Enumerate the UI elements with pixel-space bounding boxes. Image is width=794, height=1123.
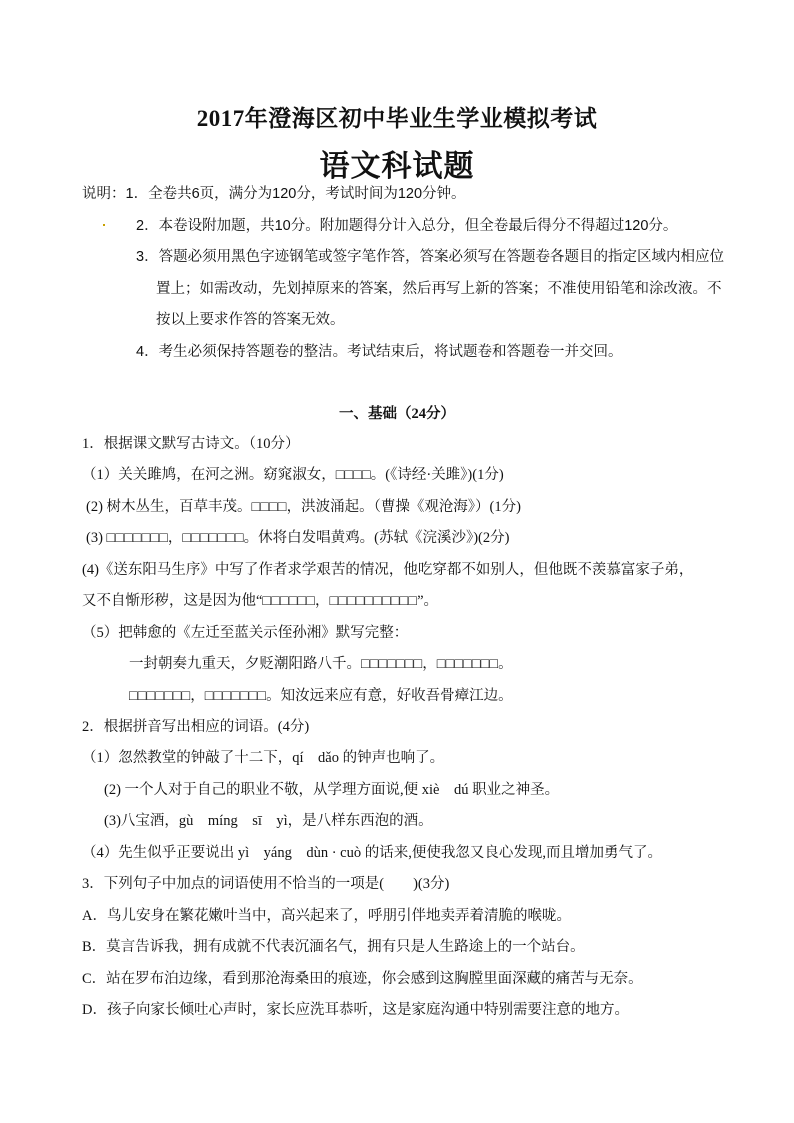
question-3-option-b: B．莫言告诉我，拥有成就不代表沉湎名气，拥有只是人生路途上的一个站台。 xyxy=(82,939,585,955)
question-1-stem: 1．根据课文默写古诗文。（10分） xyxy=(82,436,300,452)
instruction-item-3-line-1: 3．答题必须用黑色字迹钢笔或签字笔作答，答案必须写在答题卷各题目的指定区域内相应位 xyxy=(136,249,725,265)
question-1-part-5-line-1: 一封朝奏九重天，夕贬潮阳路八千。□□□□□□□，□□□□□□□。 xyxy=(129,656,513,672)
question-3-stem: 3．下列句子中加点的词语使用不恰当的一项是( )(3分) xyxy=(82,876,450,892)
exam-title: 2017年澄海区初中毕业生学业模拟考试 xyxy=(196,106,598,131)
question-2-part-1: （1）忽然教堂的钟敲了十二下，qí dǎo 的钟声也响了。 xyxy=(82,750,445,766)
question-3-option-d: D．孩子向家长倾吐心声时，家长应洗耳恭听，这是家庭沟通中特别需要注意的地方。 xyxy=(82,1002,629,1018)
question-1-part-1: （1）关关雎鸠，在河之洲。窈窕淑女，□□□□。(《诗经·关雎》)(1分) xyxy=(82,467,504,483)
question-2-part-2: (2) 一个人对于自己的职业不敬，从学理方面说,便 xiè dú 职业之神圣。 xyxy=(104,782,560,798)
instructions-line-1 xyxy=(82,184,466,204)
exam-subtitle: 语文科试题 xyxy=(319,150,475,183)
instructions-label: 说明： xyxy=(82,186,126,202)
question-1-part-5-line-2: □□□□□□□，□□□□□□□。知汝远来应有意，好收吾骨瘴江边。 xyxy=(129,688,513,704)
question-2-part-4: （4）先生似乎正要说出 yì yáng dùn · cuò 的话来,便使我忽又良心发现,而且增加勇气了。 xyxy=(82,845,662,861)
instruction-item-2: 2．本卷设附加题，共10分。附加题得分计入总分，但全卷最后得分不得超过120分。 xyxy=(136,218,678,234)
question-1-part-3: (3) □□□□□□□，□□□□□□□。休将白发唱黄鸡。(苏轼《浣溪沙》)(2分) xyxy=(86,530,510,546)
instruction-item-3-line-3: 按以上要求作答的答案无效。 xyxy=(156,312,345,328)
instruction-item-4: 4．考生必须保持答题卷的整洁。考试结束后，将试题卷和答题卷一并交回。 xyxy=(136,344,623,360)
question-1-part-4-line-1: (4)《送东阳马生序》中写了作者求学艰苦的情况，他吃穿都不如别人，但他既不羡慕富家子弟， xyxy=(82,562,694,578)
question-3-option-a: A．鸟儿安身在繁花嫩叶当中，高兴起来了，呼朋引伴地卖弄着清脆的喉咙。 xyxy=(82,908,571,924)
section-heading: 一、基础（24分） xyxy=(339,406,455,422)
question-1-part-5-stem: （5）把韩愈的《左迁至蓝关示侄孙湘》默写完整： xyxy=(82,625,409,641)
instruction-item-3-line-2: 置上；如需改动，先划掉原来的答案，然后再写上新的答案；不准使用铅笔和涂改液。不 xyxy=(156,281,722,297)
question-3-option-c: C．站在罗布泊边缘，看到那沧海桑田的痕迹，你会感到这胸膛里面深藏的痛苦与无奈。 xyxy=(82,971,643,987)
question-1-part-2: (2) 树木丛生，百草丰茂。□□□□，洪波涌起。（曹操《观沧海》）(1分) xyxy=(86,499,521,515)
stray-mark xyxy=(103,224,105,226)
question-1-part-4-line-2: 又不自惭形秽，这是因为他“□□□□□□，□□□□□□□□□□”。 xyxy=(82,593,438,609)
instruction-item-1: 1．全卷共6页，满分为120分，考试时间为120分钟。 xyxy=(125,186,466,202)
question-2-stem: 2．根据拼音写出相应的词语。(4分) xyxy=(82,719,310,735)
question-2-part-3: (3)八宝酒，gù míng sī yì，是八样东西泡的酒。 xyxy=(104,813,433,829)
